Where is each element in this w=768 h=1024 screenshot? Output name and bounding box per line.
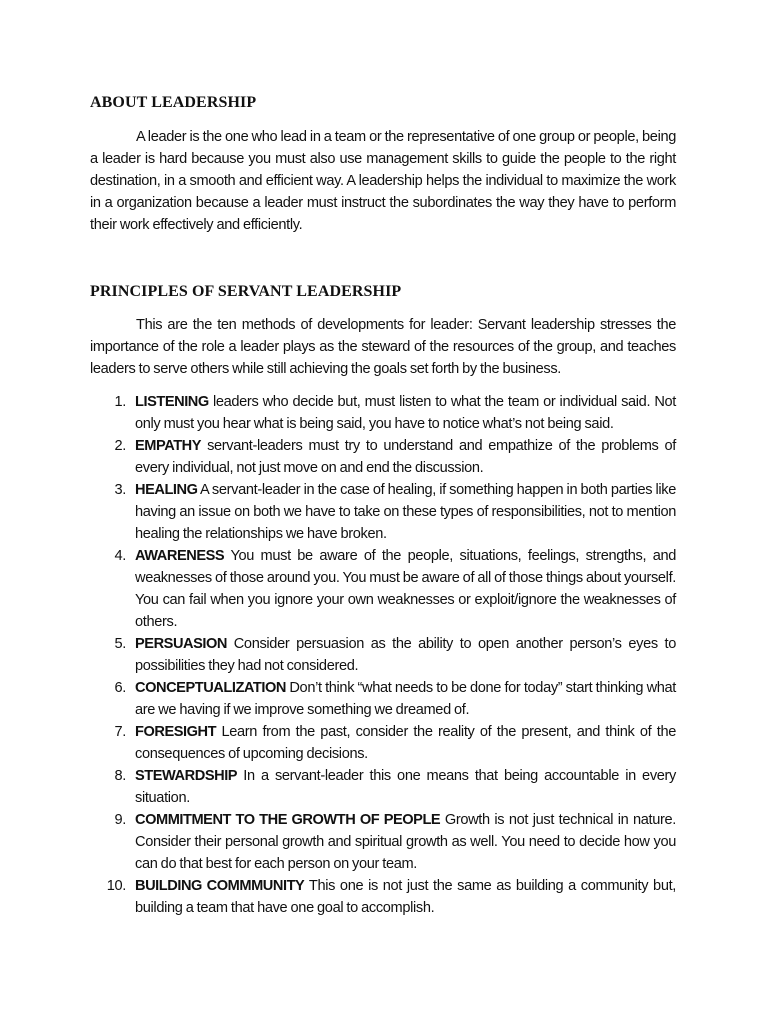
- list-item: [90, 479, 676, 545]
- list-item-term: FORESIGHT: [135, 724, 217, 740]
- about-leadership-heading: ABOUT LEADERSHIP: [90, 94, 257, 111]
- list-item-text: Don’t think “what needs to be done for today” start thinking what are we having if we improve something we dreamed of.: [135, 680, 676, 718]
- list-item-text: Consider persuasion as the ability to open another person’s eyes to possibilities they had not considered.: [135, 636, 676, 674]
- about-leadership-paragraph: A leader is the one who lead in a team or the representative of one group or people, being a leader is hard because you must also use management skills to guide the people to the right destination, in a smooth and efficient way. A leadership helps the individual to maximize the work in a organization because a leader must instruct the subordinates the way they have to perform their work effectively and efficiently.: [90, 129, 676, 233]
- list-item: [90, 545, 676, 633]
- list-item-text: A servant-leader in the case of healing, if something happen in both parties like having an issue on both we have to take on these types of responsibilities, not to mention healing the relationships we have broken.: [135, 482, 676, 542]
- list-item-text: Growth is not just technical in nature. Consider their personal growth and spiritual growth as well. You need to decide how you can do that best for each person on your team.: [135, 812, 676, 872]
- list-item: [90, 633, 676, 677]
- list-item-term: AWARENESS: [135, 548, 225, 564]
- list-item-number: 9.: [114, 812, 126, 828]
- list-item: [90, 677, 676, 721]
- list-item-number: 2.: [114, 438, 126, 454]
- list-item-term: PERSUASION: [135, 636, 227, 652]
- list-item-number: 5.: [114, 636, 126, 652]
- list-item-term: STEWARDSHIP: [135, 768, 238, 784]
- list-item-number: 7.: [114, 724, 126, 740]
- list-item-number: 3.: [114, 482, 126, 498]
- list-item-term: HEALING: [135, 482, 198, 498]
- list-item-term: COMMITMENT TO THE GROWTH OF PEOPLE: [135, 812, 441, 828]
- list-item-text: You must be aware of the people, situations, feelings, strengths, and weaknesses of those around you. You must be aware of all of those things about yourself. You can fail when you ignore your own weaknesses or exploit/ignore the weaknesses of others.: [135, 548, 676, 630]
- list-item-number: 8.: [114, 768, 126, 784]
- list-item-number: 1.: [114, 394, 126, 410]
- list-item-number: 6.: [114, 680, 126, 696]
- principles-list: [90, 391, 676, 919]
- list-item-text: leaders who decide but, must listen to what the team or individual said. Not only must you hear what is being said, you have to notice what’s not being said.: [135, 394, 676, 432]
- list-item-term: EMPATHY: [135, 438, 202, 454]
- list-item-number: 10.: [106, 878, 126, 894]
- list-item: [90, 875, 676, 919]
- list-item-text: This one is not just the same as building a community but, building a team that have one goal to accomplish.: [135, 878, 676, 916]
- list-item-term: BUILDING COMMMUNITY: [135, 878, 305, 894]
- principles-intro-paragraph: This are the ten methods of developments for leader: Servant leadership stresses the importance of the role a leader plays as the steward of the resources of the group, and teaches leaders to serve others while still achieving the goals set forth by the business.: [90, 317, 676, 377]
- list-item: [90, 721, 676, 765]
- list-item-term: CONCEPTUALIZATION: [135, 680, 286, 696]
- list-item-number: 4.: [114, 548, 126, 564]
- principles-heading: PRINCIPLES OF SERVANT LEADERSHIP: [90, 283, 402, 300]
- list-item-text: Learn from the past, consider the reality of the present, and think of the consequences of upcoming decisions.: [135, 724, 676, 762]
- list-item-text: In a servant-leader this one means that being accountable in every situation.: [135, 768, 676, 806]
- list-item: [90, 435, 676, 479]
- list-item-text: servant-leaders must try to understand and empathize of the problems of every individual, not just move on and end the discussion.: [135, 438, 676, 476]
- list-item: [90, 809, 676, 875]
- list-item-term: LISTENING: [135, 394, 209, 410]
- list-item: [90, 765, 676, 809]
- list-item: [90, 391, 676, 435]
